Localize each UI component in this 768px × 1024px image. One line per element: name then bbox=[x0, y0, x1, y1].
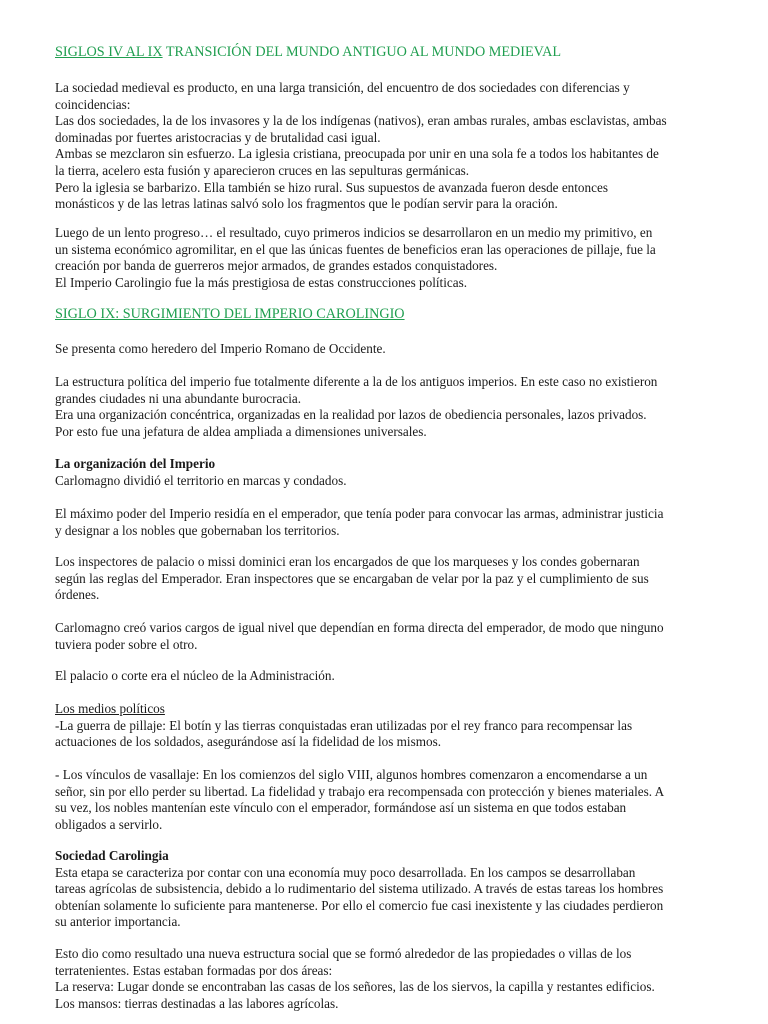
text-line: coincidencias: bbox=[55, 96, 131, 112]
paragraph-vinculos-vasallaje bbox=[55, 767, 717, 833]
heading-siglos-iv-ix bbox=[55, 44, 717, 61]
paragraph-cargos bbox=[55, 620, 717, 653]
text-line: La estructura política del imperio fue totalmente diferente a la de los antiguos imperios. En este caso no existieron bbox=[55, 374, 658, 389]
text-line: un sistema económico agromilitar, en el que las únicas fuentes de beneficios eran las operaciones de pillaje, fue la bbox=[55, 241, 656, 257]
paragraph-lento-progreso bbox=[55, 225, 717, 291]
text-line: El Imperio Carolingio fue la más prestigiosa de estas construcciones políticas. bbox=[55, 274, 467, 290]
paragraph-palacio bbox=[55, 668, 717, 685]
text-line: monásticos y de las letras latinas salvó solo los fragmentos que le podían servir para la oración. bbox=[55, 196, 558, 212]
text-line: El máximo poder del Imperio residía en el emperador, que tenía poder para convocar las armas, administrar justicia bbox=[55, 506, 664, 521]
text-line: Ambas se mezclaron sin esfuerzo. La iglesia cristiana, preocupada por unir en una sola fe a todos los habitantes de bbox=[55, 146, 659, 162]
text-line: La sociedad medieval es producto, en una larga transición, del encuentro de dos sociedades con diferencias y bbox=[55, 80, 630, 95]
section-sociedad-carolingia bbox=[55, 848, 717, 931]
text-line: La reserva: Lugar donde se encontraban las casas de los señores, las de los siervos, la capilla y restantes edificios. bbox=[55, 979, 655, 995]
text-line: tareas agrícolas de subsistencia, debido a lo rudimentario del sistema utilizado. A través de estas tareas los hombres bbox=[55, 881, 664, 897]
paragraph-estructura-politica bbox=[55, 374, 717, 440]
text-line: terratenientes. Estas estaban formadas por dos áreas: bbox=[55, 962, 333, 978]
text-line: -La guerra de pillaje: El botín y las tierras conquistadas eran utilizadas por el rey franco para recompensar las bbox=[55, 717, 633, 733]
text-line: según las reglas del Emperador. Eran inspectores que se encargaban de velar por la paz y el cumplimiento de sus bbox=[55, 570, 649, 586]
text-line: Se presenta como heredero del Imperio Romano de Occidente. bbox=[55, 341, 386, 356]
text-line: Carlomagno dividió el territorio en marcas y condados. bbox=[55, 472, 347, 488]
text-line: Esta etapa se caracteriza por contar con una economía muy poco desarrollada. En los campos se desarrollaban bbox=[55, 864, 636, 880]
text-line: tuviera poder sobre el otro. bbox=[55, 636, 198, 652]
text-line: Las dos sociedades, la de los invasores y la de los indígenas (nativos), eran ambas rurales, ambas esclavistas, ambas bbox=[55, 113, 667, 129]
text-line: Por esto fue una jefatura de aldea ampliada a dimensiones universales. bbox=[55, 423, 427, 439]
text-line: Era una organización concéntrica, organizadas en la realidad por lazos de obediencia personales, lazos privados. bbox=[55, 407, 647, 423]
text-line: El palacio o corte era el núcleo de la Administración. bbox=[55, 668, 335, 683]
subheading-medios-politicos: Los medios políticos bbox=[55, 701, 165, 716]
section-medios-politicos bbox=[55, 701, 717, 751]
text-line: su anterior importancia. bbox=[55, 914, 181, 930]
subheading-sociedad-carolingia: Sociedad Carolingia bbox=[55, 848, 169, 863]
text-line: Esto dio como resultado una nueva estructura social que se formó alrededor de las propiedades o villas de los bbox=[55, 946, 632, 961]
text-line: su vez, los nobles mantenían este vínculo con el emperador, formándose así un sistema en que todos estaban bbox=[55, 800, 627, 816]
text-line: la tierra, acelero esta fusión y aparecieron cruces en las sepulturas germánicas. bbox=[55, 162, 470, 178]
text-line: - Los vínculos de vasallaje: En los comienzos del siglo VIII, algunos hombres comenzaron a encomendarse a un bbox=[55, 767, 648, 782]
paragraph-sociedad-medieval bbox=[55, 80, 717, 213]
paragraph-nueva-estructura bbox=[55, 946, 717, 1012]
paragraph-maximo-poder bbox=[55, 506, 717, 539]
subheading-organizacion: La organización del Imperio bbox=[55, 456, 216, 471]
text-line: y designar a los nobles que gobernaban los territorios. bbox=[55, 522, 340, 538]
paragraph-missi-dominici bbox=[55, 554, 717, 604]
heading-siglos-underlined: SIGLOS IV AL IX bbox=[55, 44, 163, 60]
text-line: señor, sin por ello perder su libertad. La fidelidad y trabajo era recompensada con protección y bienes materiales. A bbox=[55, 783, 665, 799]
heading-siglo-ix: SIGLO IX: SURGIMIENTO DEL IMPERIO CAROLINGIO bbox=[55, 306, 405, 322]
section-organizacion-imperio bbox=[55, 456, 717, 489]
paragraph-heredero bbox=[55, 341, 717, 358]
text-line: grandes ciudades ni una abundante burocracia. bbox=[55, 390, 302, 406]
text-line: dominadas por fuertes aristocracias y de brutalidad casi igual. bbox=[55, 129, 381, 145]
heading-siglos-rest: TRANSICIÓN DEL MUNDO ANTIGUO AL MUNDO MEDIEVAL bbox=[162, 44, 562, 60]
text-line: Los mansos: tierras destinadas a las labores agrícolas. bbox=[55, 995, 339, 1011]
text-line: Carlomagno creó varios cargos de igual nivel que dependían en forma directa del emperador, de modo que ninguno bbox=[55, 620, 664, 635]
text-line: Pero la iglesia se barbarizo. Ella también se hizo rural. Sus supuestos de avanzada fueron desde entonces bbox=[55, 179, 608, 195]
text-line: obtenían solamente lo suficiente para mantenerse. Por ello el comercio fue casi inexistente y las ciudades perdieron bbox=[55, 897, 664, 913]
text-line: actuaciones de los soldados, asegurándose así la fidelidad de los mismos. bbox=[55, 734, 442, 750]
text-line: creación por banda de guerreros mejor armados, de grandes estados conquistadores. bbox=[55, 258, 498, 274]
text-line: órdenes. bbox=[55, 587, 100, 603]
text-line: Luego de un lento progreso… el resultado, cuyo primeros indicios se desarrollaron en un medio my primitivo, en bbox=[55, 225, 653, 240]
text-line: obligados a servirlo. bbox=[55, 816, 163, 832]
text-line: Los inspectores de palacio o missi dominici eran los encargados de que los marqueses y los condes gobernaran bbox=[55, 554, 640, 569]
